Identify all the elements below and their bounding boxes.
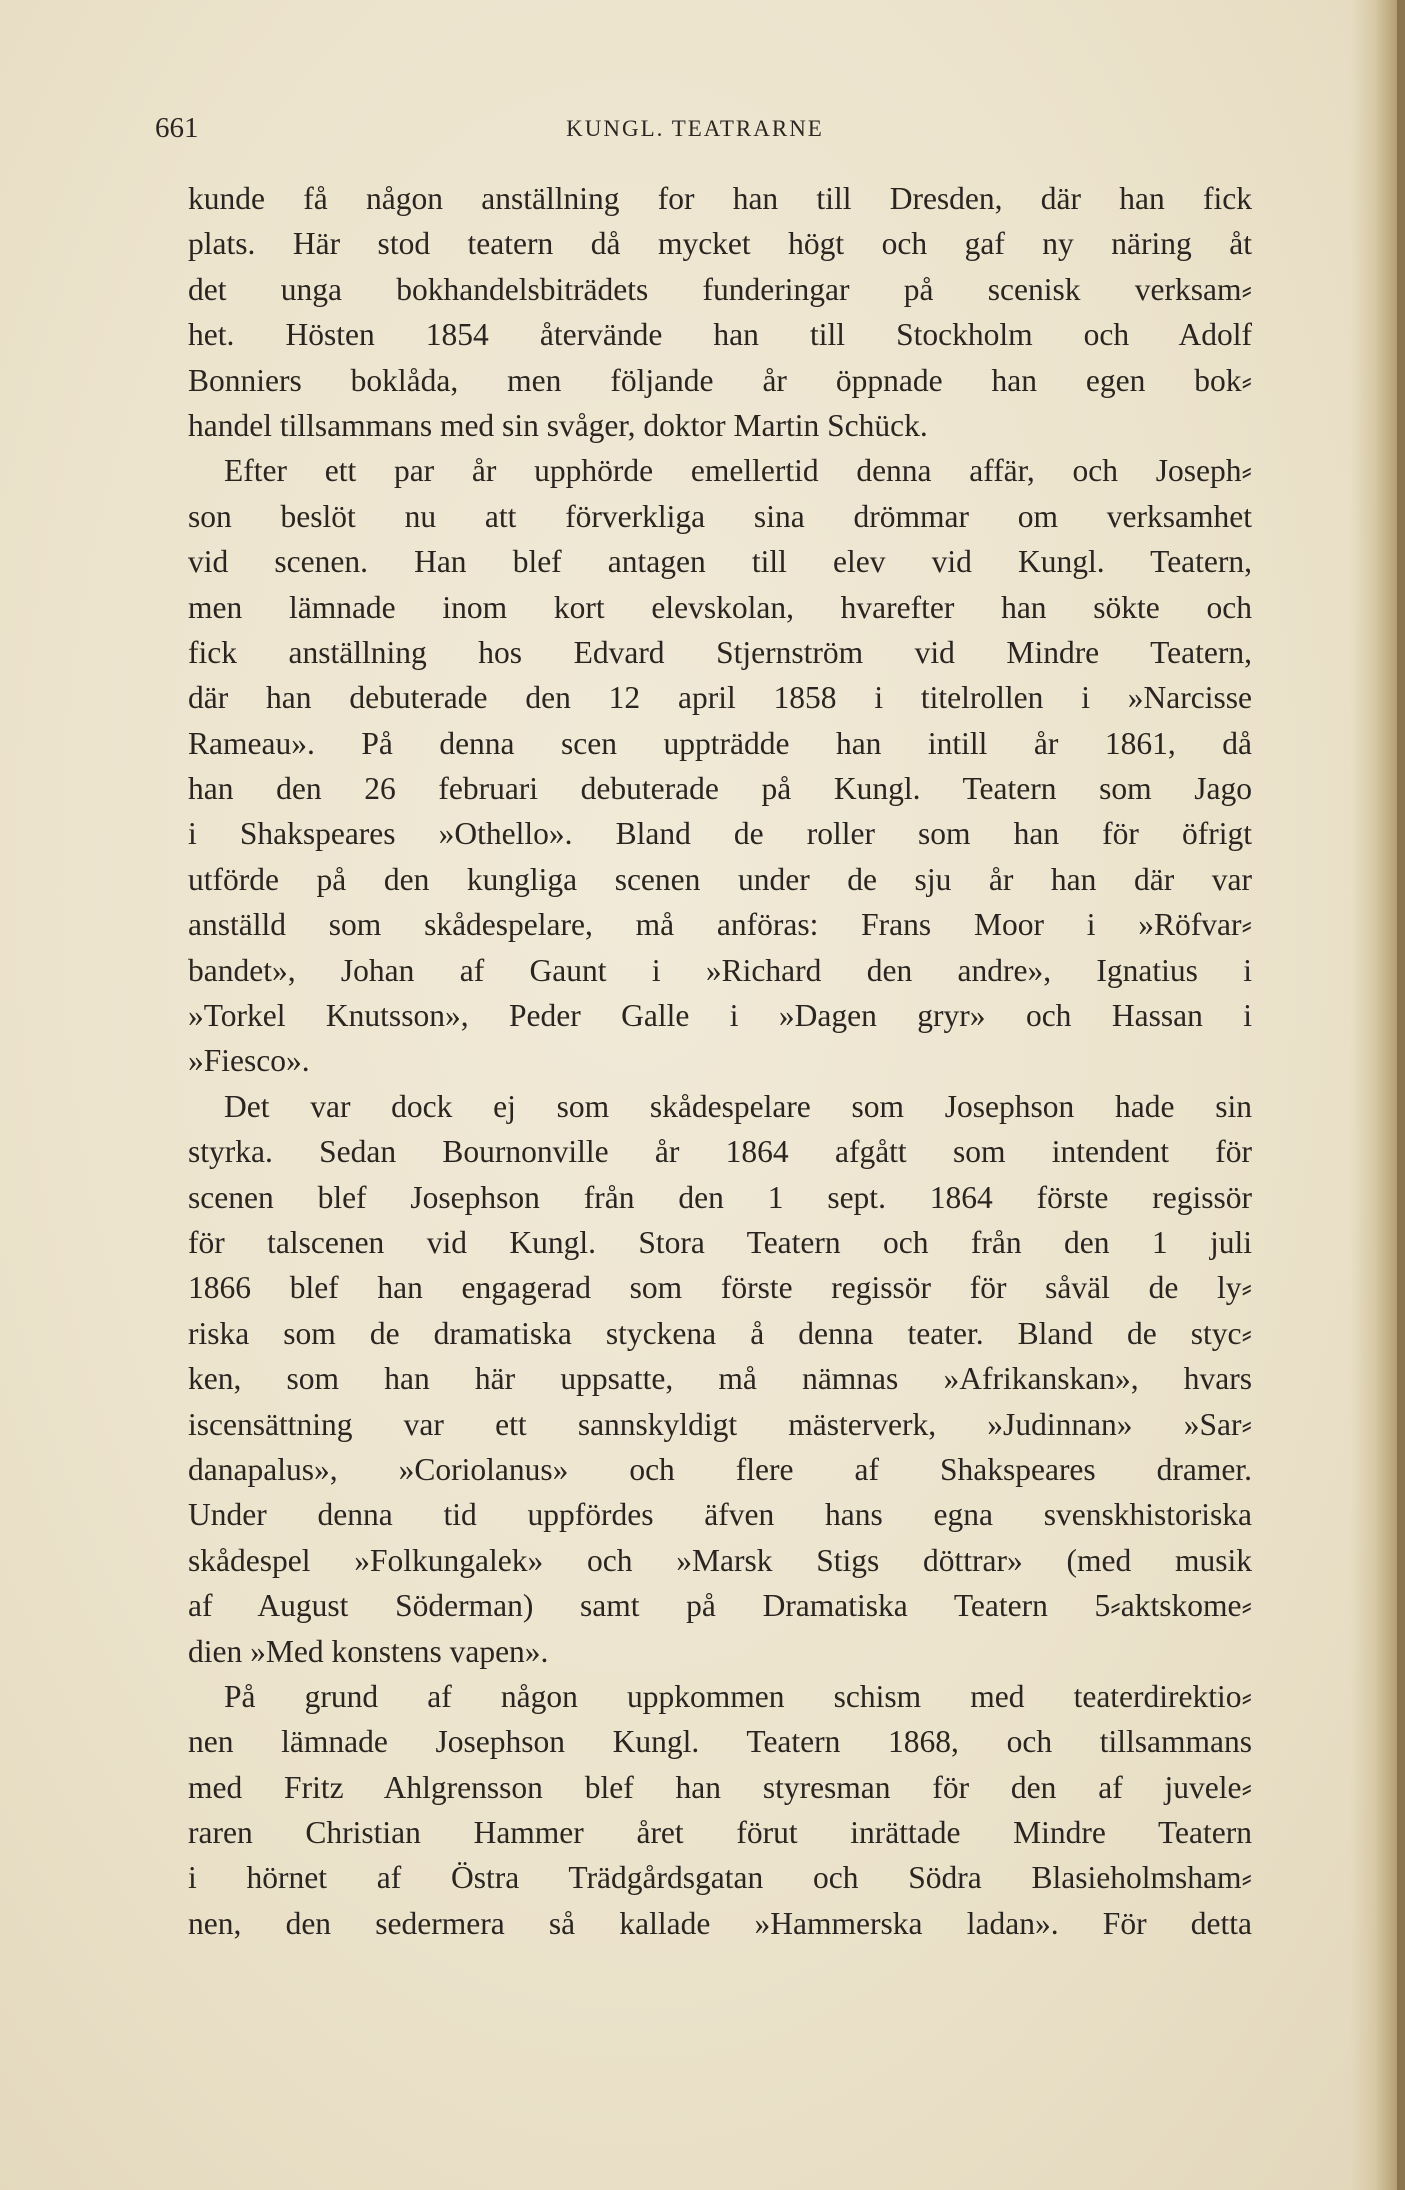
text-line: styrka. Sedan Bournonville år 1864 afgått som intendent för xyxy=(188,1134,1252,1170)
text-line: af August Söderman) samt på Dramatiska Teatern 5⸗aktskome⸗ xyxy=(188,1588,1252,1624)
text-line: Bonniers boklåda, men följande år öppnade han egen bok⸗ xyxy=(188,362,1252,398)
text-line: skådespel »Folkungalek» och »Marsk Stigs döttrar» (med musik xyxy=(188,1542,1252,1578)
text-line: raren Christian Hammer året förut inrättade Mindre Teatern xyxy=(188,1815,1252,1851)
text-line: fick anställning hos Edvard Stjernström vid Mindre Teatern, xyxy=(188,634,1252,670)
text-line: På grund af någon uppkommen schism med teaterdirektio⸗ xyxy=(224,1678,1252,1714)
running-head: KUNGL. TEATRARNE xyxy=(566,116,824,141)
text-line: riska som de dramatiska styckena å denna teater. Bland de styc⸗ xyxy=(188,1315,1252,1351)
page-header xyxy=(155,112,1250,152)
text-line: Det var dock ej som skådespelare som Josephson hade sin xyxy=(224,1088,1252,1124)
text-line: nen, den sedermera så kallade »Hammerska ladan». För detta xyxy=(188,1905,1252,1941)
text-line: vid scenen. Han blef antagen till elev vid Kungl. Teatern, xyxy=(188,544,1252,580)
text-line: 1866 blef han engagerad som förste regissör för såväl de ly⸗ xyxy=(188,1270,1252,1306)
binding-edge xyxy=(1397,0,1405,2190)
text-line: för talscenen vid Kungl. Stora Teatern och från den 1 juli xyxy=(188,1224,1252,1260)
text-line: scenen blef Josephson från den 1 sept. 1864 förste regissör xyxy=(188,1179,1252,1215)
text-line: men lämnade inom kort elevskolan, hvarefter han sökte och xyxy=(188,589,1252,625)
page-number: 661 xyxy=(155,112,199,144)
text-line: »Torkel Knutsson», Peder Galle i »Dagen gryr» och Hassan i xyxy=(188,998,1252,1034)
text-line: utförde på den kungliga scenen under de sju år han där var xyxy=(188,861,1252,897)
text-line: i hörnet af Östra Trädgårdsgatan och Södra Blasieholmsham⸗ xyxy=(188,1860,1252,1896)
text-line: det unga bokhandelsbiträdets funderingar på scenisk verksam⸗ xyxy=(188,271,1252,307)
text-line: het. Hösten 1854 återvände han till Stockholm och Adolf xyxy=(188,317,1252,353)
text-line: Under denna tid uppfördes äfven hans egna svenskhistoriska xyxy=(188,1497,1252,1533)
text-line: Rameau». På denna scen uppträdde han intill år 1861, då xyxy=(188,725,1252,761)
text-line: med Fritz Ahlgrensson blef han styresman för den af juvele⸗ xyxy=(188,1769,1252,1805)
text-line: nen lämnade Josephson Kungl. Teatern 1868, och tillsammans xyxy=(188,1724,1252,1760)
text-line: handel tillsammans med sin svåger, doktor Martin Schück. xyxy=(188,407,928,443)
text-line: där han debuterade den 12 april 1858 i titelrollen i »Narcisse xyxy=(188,680,1252,716)
text-line: dien »Med konstens vapen». xyxy=(188,1633,549,1669)
text-line: danapalus», »Coriolanus» och flere af Shakspeares dramer. xyxy=(188,1451,1252,1487)
text-line: iscensättning var ett sannskyldigt mästerverk, »Judinnan» »Sar⸗ xyxy=(188,1406,1252,1442)
text-line: son beslöt nu att förverkliga sina drömmar om verksamhet xyxy=(188,498,1252,534)
text-line: kunde få någon anställning for han till Dresden, där han fick xyxy=(188,181,1252,216)
text-line: han den 26 februari debuterade på Kungl. Teatern som Jago xyxy=(188,771,1252,807)
body-text xyxy=(188,176,1252,1946)
text-line: i Shakspeares »Othello». Bland de roller som han för öfrigt xyxy=(188,816,1252,852)
text-line: bandet», Johan af Gaunt i »Richard den andre», Ignatius i xyxy=(188,952,1252,988)
text-line: Efter ett par år upphörde emellertid denna affär, och Joseph⸗ xyxy=(224,453,1252,489)
text-line: plats. Här stod teatern då mycket högt och gaf ny näring åt xyxy=(188,226,1252,262)
text-line: anställd som skådespelare, må anföras: Frans Moor i »Röfvar⸗ xyxy=(188,907,1252,943)
text-line: ken, som han här uppsatte, må nämnas »Afrikanskan», hvars xyxy=(188,1361,1252,1397)
text-line: »Fiesco». xyxy=(188,1043,310,1079)
